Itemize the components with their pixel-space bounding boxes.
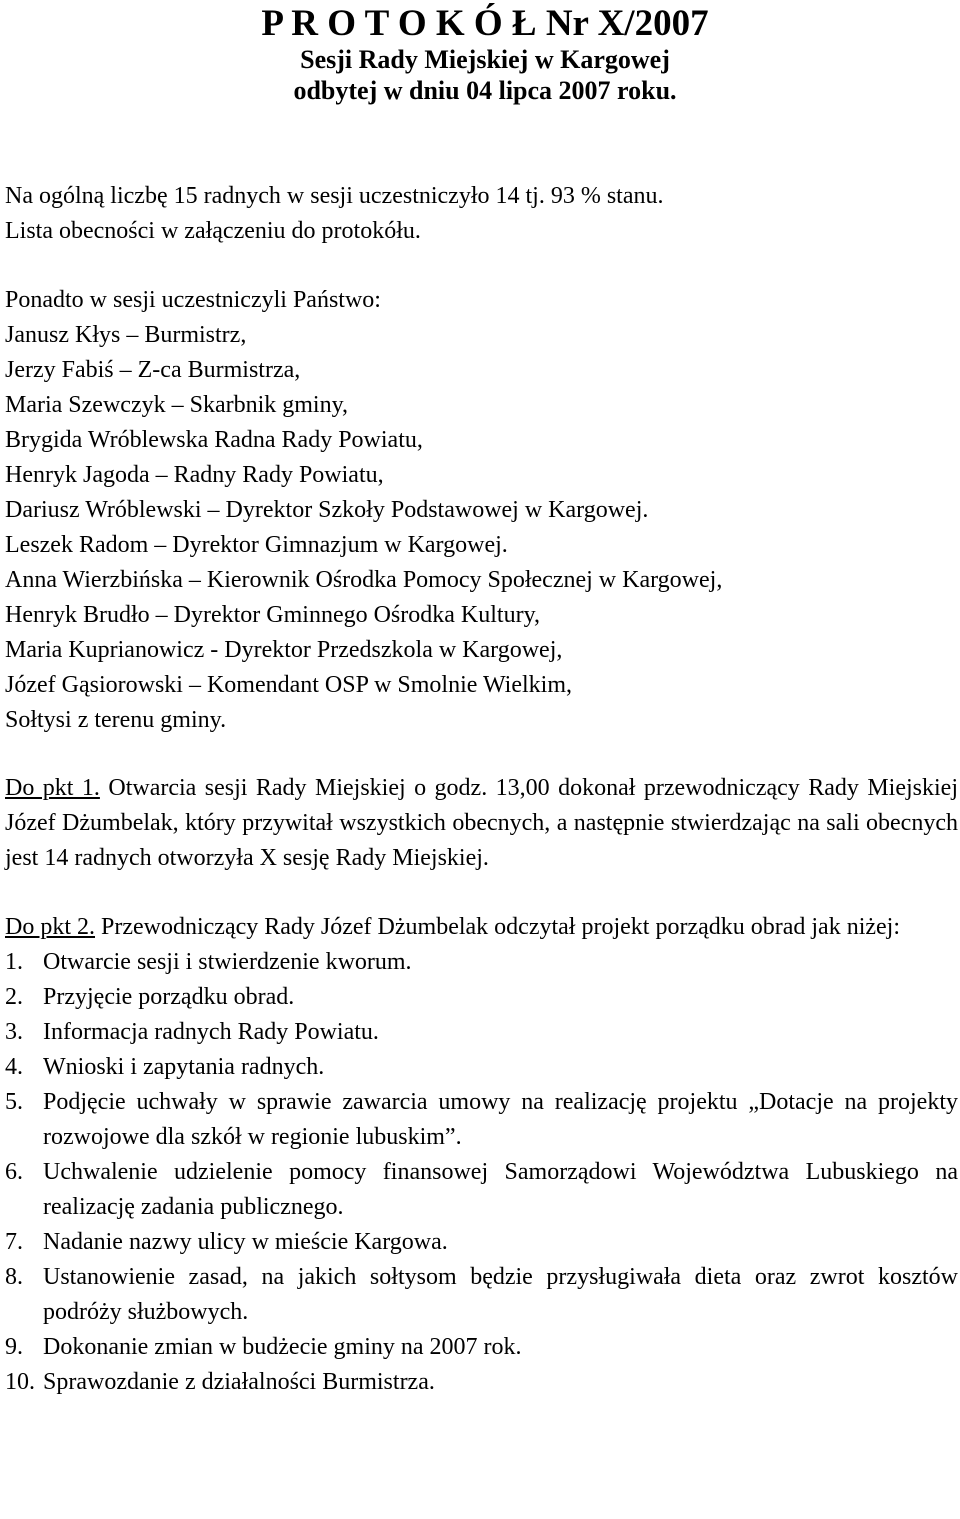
agenda-item-number: 8. [5, 1264, 23, 1290]
agenda-item [5, 980, 958, 1015]
attendance-note: Lista obecności w załączeniu do protokółu. [5, 218, 421, 244]
guest-item: Jerzy Fabiś – Z-ca Burmistrza, [5, 357, 301, 383]
agenda-item-text: Otwarcie sesji i stwierdzenie kworum. [43, 949, 412, 975]
agenda-item [5, 1365, 958, 1400]
guest-item: Henryk Jagoda – Radny Rady Powiatu, [5, 462, 384, 488]
guest-item: Sołtysi z terenu gminy. [5, 707, 227, 733]
agenda-item [5, 1050, 958, 1085]
attendance-section [5, 179, 958, 249]
agenda-item-number: 7. [5, 1229, 23, 1255]
agenda-item-text: Uchwalenie udzielenie pomocy finansowej Samorządowi Województwa Lubuskiego na realizację zadania publicznego. [43, 1159, 958, 1220]
agenda-item [5, 1225, 958, 1260]
agenda-item-text: Dokonanie zmian w budżecie gminy na 2007 rok. [43, 1334, 522, 1360]
agenda-item-text: Podjęcie uchwały w sprawie zawarcia umowy na realizację projektu „Dotacje na projekty rozwojowe dla szkół w regionie lubuskim”. [43, 1089, 958, 1150]
guest-item: Henryk Brudło – Dyrektor Gminnego Ośrodka Kultury, [5, 602, 541, 628]
agenda-item [5, 945, 958, 980]
agenda-item [5, 1330, 958, 1365]
document-page [5, 0, 958, 1400]
pkt1-label: Do pkt 1. [5, 775, 100, 801]
document-title: P R O T O K Ó Ł Nr X/2007 [261, 3, 709, 44]
pkt2-text: Przewodniczący Rady Józef Dżumbelak odczytał projekt porządku obrad jak niżej: [95, 914, 901, 940]
document-header [205, 0, 765, 106]
guest-item: Anna Wierzbińska – Kierownik Ośrodka Pomocy Społecznej w Kargowej, [5, 567, 723, 593]
guest-item: Leszek Radom – Dyrektor Gimnazjum w Kargowej. [5, 532, 508, 558]
guest-item: Maria Kuprianowicz - Dyrektor Przedszkola w Kargowej, [5, 637, 563, 663]
guest-item: Brygida Wróblewska Radna Rady Powiatu, [5, 427, 423, 453]
agenda-list [5, 945, 958, 1400]
document-subtitle-date: odbytej w dniu 04 lipca 2007 roku. [293, 76, 677, 105]
pkt1-text: Otwarcia sesji Rady Miejskiej o godz. 13,00 dokonał przewodniczący Rady Miejskiej Józef Dżumbelak, który przywitał wszystkich obecnych, a następnie stwierdzając na sali obecnych jest 14 radnych otworzyła X sesję Rady Miejskiej. [5, 775, 958, 871]
agenda-item-text: Ustanowienie zasad, na jakich sołtysom będzie przysługiwała dieta oraz zwrot kosztów podróży służbowych. [43, 1264, 958, 1325]
pkt2-label: Do pkt 2. [5, 914, 95, 940]
guests-intro: Ponadto w sesji uczestniczyli Państwo: [5, 287, 381, 313]
guest-item: Maria Szewczyk – Skarbnik gminy, [5, 392, 349, 418]
guest-item: Janusz Kłys – Burmistrz, [5, 322, 247, 348]
document-subtitle-session: Sesji Rady Miejskiej w Kargowej [300, 45, 670, 74]
agenda-item-number: 3. [5, 1019, 23, 1045]
agenda-item-number: 1. [5, 949, 23, 975]
agenda-item [5, 1155, 958, 1225]
agenda-item-text: Informacja radnych Rady Powiatu. [43, 1019, 379, 1045]
agenda-item-text: Nadanie nazwy ulicy w mieście Kargowa. [43, 1229, 448, 1255]
agenda-item [5, 1260, 958, 1330]
agenda-item-number: 9. [5, 1334, 23, 1360]
agenda-item-number: 10. [5, 1369, 35, 1395]
agenda-item-number: 5. [5, 1089, 23, 1115]
agenda-item-number: 6. [5, 1159, 23, 1185]
agenda-item [5, 1015, 958, 1050]
guests-section [5, 283, 958, 738]
guest-item: Józef Gąsiorowski – Komendant OSP w Smolnie Wielkim, [5, 672, 572, 698]
agenda-item [5, 1085, 958, 1155]
guest-item: Dariusz Wróblewski – Dyrektor Szkoły Podstawowej w Kargowej. [5, 497, 649, 523]
pkt2-paragraph [5, 910, 958, 945]
agenda-item-text: Wnioski i zapytania radnych. [43, 1054, 325, 1080]
pkt1-paragraph [5, 771, 958, 876]
agenda-item-text: Sprawozdanie z działalności Burmistrza. [43, 1369, 435, 1395]
agenda-item-number: 4. [5, 1054, 23, 1080]
attendance-count: Na ogólną liczbę 15 radnych w sesji uczestniczyło 14 tj. 93 % stanu. [5, 183, 664, 209]
agenda-item-number: 2. [5, 984, 23, 1010]
agenda-item-text: Przyjęcie porządku obrad. [43, 984, 295, 1010]
